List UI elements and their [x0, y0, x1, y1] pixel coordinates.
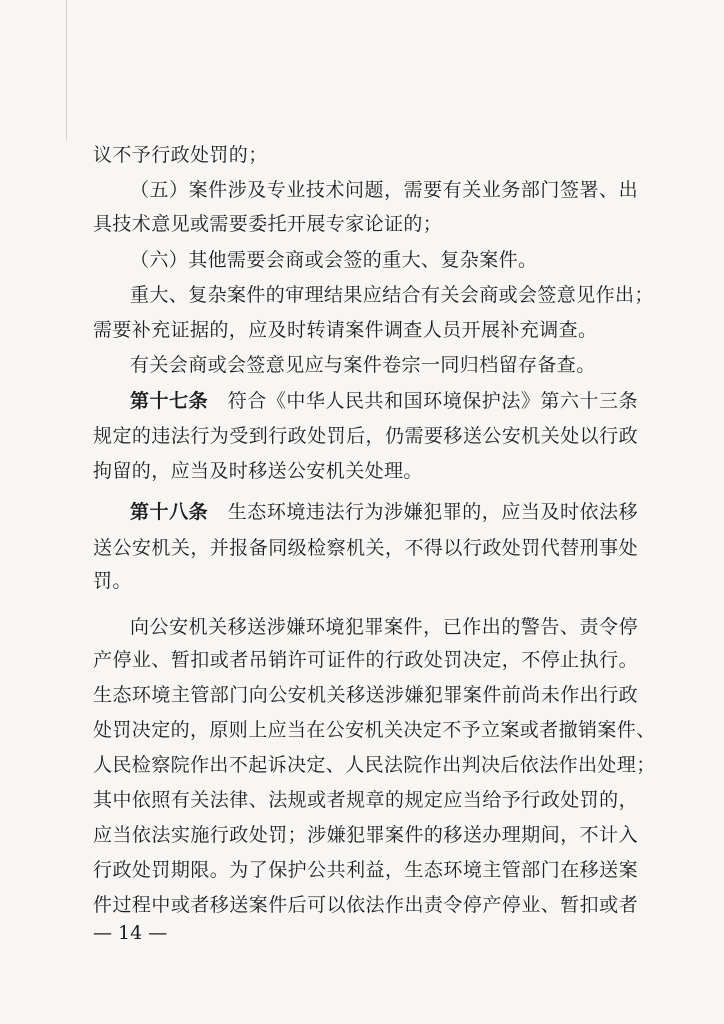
text-run: 送公安机关，并报备同级检察机关，不得以行政处罚代替刑事处 — [93, 537, 638, 559]
text-line — [93, 143, 268, 167]
text-line — [93, 318, 597, 342]
text-run: 产停业、暂扣或者吊销许可证件的行政处罚决定，不停止执行。 — [93, 649, 638, 671]
text-line — [93, 718, 656, 742]
text-run: 生态环境主管部门向公安机关移送涉嫌犯罪案件前尚未作出行政 — [93, 684, 638, 706]
text-line — [130, 178, 638, 202]
text-line — [93, 893, 638, 917]
article-number: 第十七条 — [130, 390, 209, 412]
text-run: 议不予行政处罚的； — [93, 144, 268, 166]
text-line — [93, 788, 638, 812]
text-line — [93, 212, 442, 236]
page-number: — 14 — — [93, 922, 168, 944]
text-line — [93, 459, 423, 483]
text-run: 重大、复杂案件的审理结果应结合有关会商或会签意见作出； — [130, 284, 654, 306]
text-line — [93, 569, 132, 593]
text-line — [93, 648, 638, 672]
text-run: 行政处罚期限。为了保护公共利益，生态环境主管部门在移送案 — [93, 859, 638, 881]
text-run: 拘留的，应当及时移送公安机关处理。 — [93, 460, 423, 482]
text-run: （五）案件涉及专业技术问题，需要有关业务部门签署、出 — [130, 179, 638, 201]
article-number: 第十八条 — [130, 501, 209, 523]
text-line — [93, 683, 638, 707]
text-run: 生态环境违法行为涉嫌犯罪的，应当及时依法移 — [208, 501, 638, 523]
text-run: 向公安机关移送涉嫌环境犯罪案件，已作出的警告、责令停 — [130, 616, 638, 638]
text-run: 有关会商或会签意见应与案件卷宗一同归档留存备查。 — [130, 354, 596, 376]
text-run: （六）其他需要会商或会签的重大、复杂案件。 — [130, 249, 538, 271]
text-run: 人民检察院作出不起诉决定、人民法院作出判决后依法作出处理； — [93, 754, 656, 776]
text-run: 应当依法实施行政处罚；涉嫌犯罪案件的移送办理期间，不计入 — [93, 824, 638, 846]
article-18-heading-line — [130, 500, 638, 524]
text-run: 具技术意见或需要委托开展专家论证的； — [93, 213, 443, 235]
text-line — [130, 615, 638, 639]
article-17-heading-line — [130, 389, 638, 413]
text-run: 符合《中华人民共和国环境保护法》第六十三条 — [208, 390, 638, 412]
text-line — [93, 858, 638, 882]
text-run: 件过程中或者移送案件后可以依法作出责令停产停业、暂扣或者 — [93, 894, 638, 916]
text-line — [93, 753, 656, 777]
binding-fold-line — [66, 0, 67, 140]
text-run: 处罚决定的，原则上应当在公安机关决定不予立案或者撤销案件、 — [93, 719, 656, 741]
text-line — [93, 424, 638, 448]
text-line — [93, 823, 638, 847]
text-run: 罚。 — [93, 570, 132, 592]
text-run: 其中依照有关法律、法规或者规章的规定应当给予行政处罚的， — [93, 789, 638, 811]
text-line — [130, 283, 654, 307]
text-run: 规定的违法行为受到行政处罚后，仍需要移送公安机关处以行政 — [93, 425, 638, 447]
text-line — [130, 353, 596, 377]
text-line — [93, 536, 638, 560]
text-line — [130, 248, 537, 272]
text-run: 需要补充证据的，应及时转请案件调查人员开展补充调查。 — [93, 319, 598, 341]
